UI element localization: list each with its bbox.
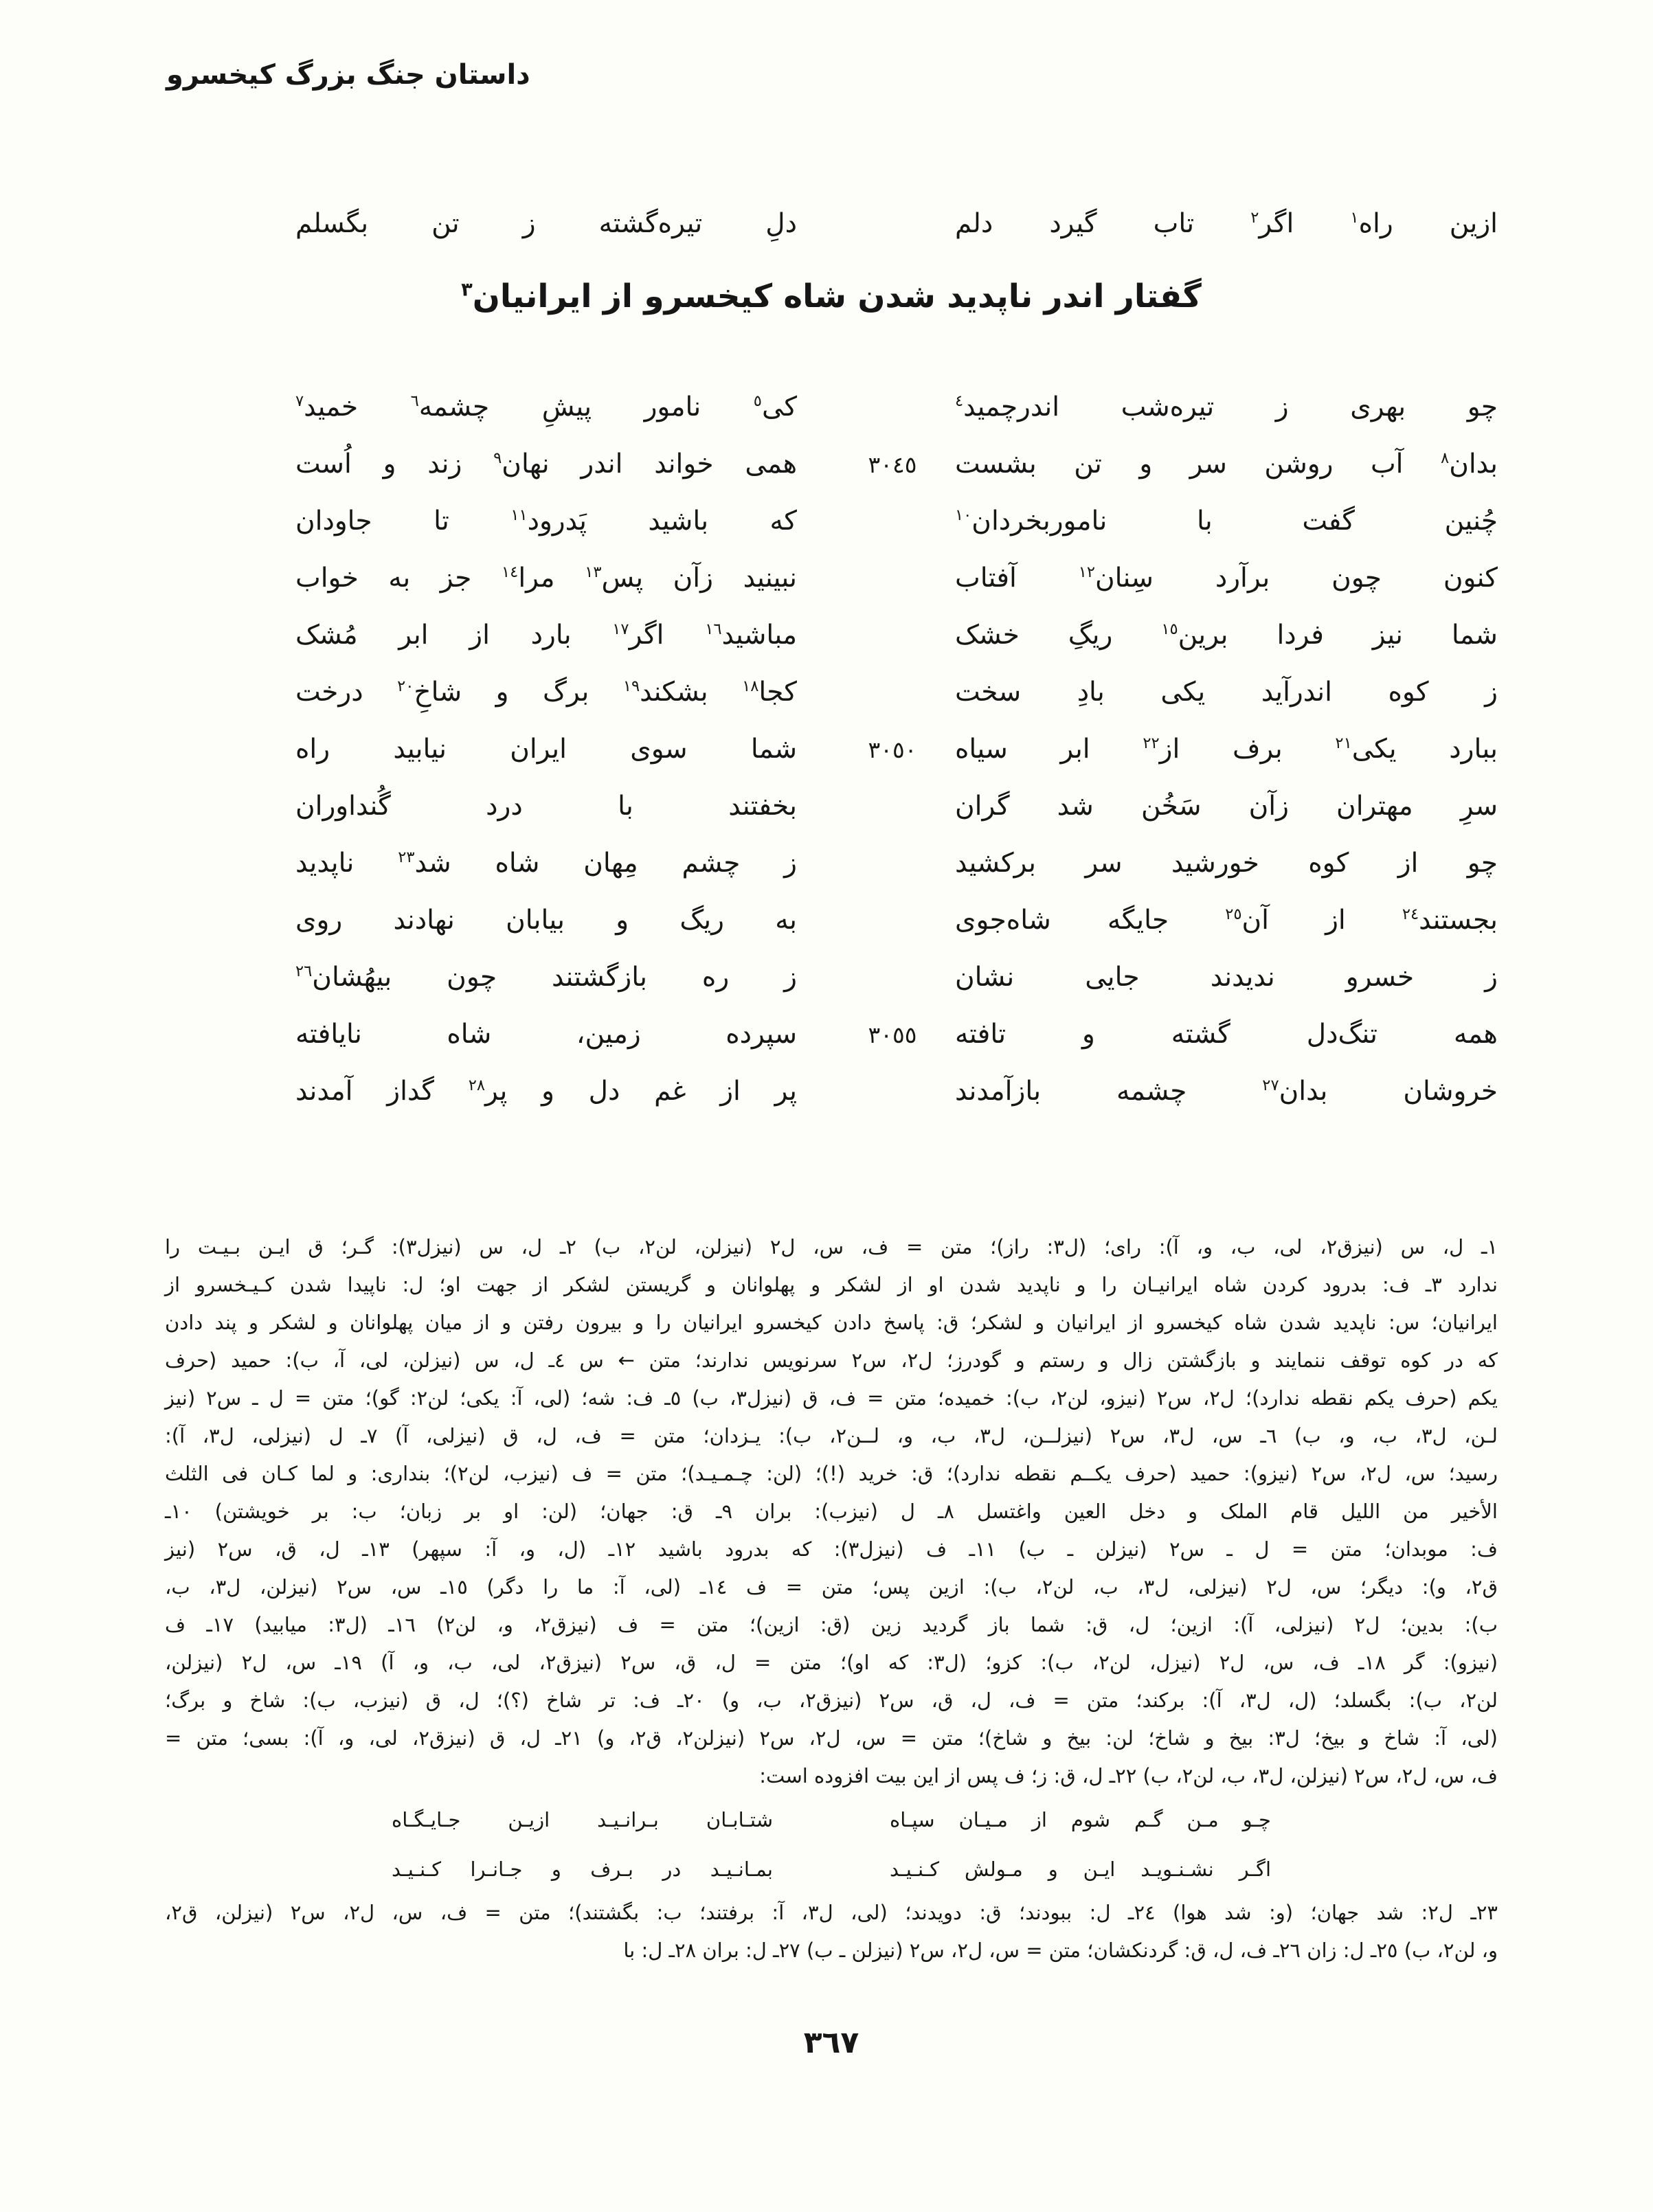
footnotes-apparatus [165,1228,1498,1970]
intro-hemistich-left: دلِ تیره‌گشته ز تن بگسلم [295,207,797,239]
verse-row [165,949,1498,1006]
section-heading: گفتار اندر ناپدید شدن شاه کیخسرو از ایرانیان$^٣$ [461,278,1202,315]
verse-number: ٣٠٥٥ [868,1022,917,1048]
footnote-couplet-hemistich-right: اگـر نشـنـویـد ایـن و مـولش کـنـیـد [890,1858,1271,1881]
footnote-line: ندارد ٣ـ ف: بدرود کردن شاه ایرانیـان را و ناپدید شدن او از لشکر و پهلوانان و گریستن لشکر از جهت او؛ ل: ناپیدا شدن کـیـخسرو از [165,1273,1498,1296]
verse-row [165,436,1498,493]
page-number: ٣٦٧ [803,2025,859,2060]
verse-row [165,721,1498,778]
footnote-line: (نیزو): گر ١٨ـ ف، س، ل٢ (نیزل، لن٢، ب): کزو؛ (ل٣: که او)؛ متن = ل، ق، س٢ (نیزق٢، لی، ب، و، آ) ١٩ـ س، ل٢ (نیزلن، [165,1651,1498,1674]
running-title: داستان جنگ بزرگ کیخسرو [166,59,530,91]
footnote-line: ف: موبدان؛ متن = ل ـ س٢ (نیزلن ـ ب) ١١ـ ف (نیزل٣): که بدرود باشید ١٢ـ (ل، و، آ: سپهر) ١٣ـ ل، ق، س٢ (نیز [165,1537,1498,1561]
verse-row [165,607,1498,664]
hemistich-left: که باشید پَدرود$^{١١}$ تا جاودان [295,506,797,537]
footnote-line: ب): بدین؛ ل٢ (نیزلی، آ): ازین؛ ل، ق: شما باز گردید زین (ق: ازین)؛ متن = ف (نیزق٢، و، لن٢) ١٦ـ (ل٣: میابید) ١٧ـ ف [165,1613,1498,1636]
footnote-line: یکم (حرف یکم نقطه ندارد)؛ ل٢، س٢ (نیزو، لن٢، ب): خمیده؛ متن = ف، ق (نیزل٣، ب) ٥ـ ف: شه؛ (لی، آ: یکی؛ لن٢: گو)؛ متن = ل ـ س٢ (نیز [165,1386,1498,1410]
footnote-couplet-hemistich-left: بمـانـیـد در بـرف و جـانـرا کـنـیـد [392,1858,773,1881]
verse-row [165,664,1498,721]
hemistich-right: بجستند$^{٢٤}$ از آن$^{٢٥}$ جایگه شاه‌جوی [955,905,1498,936]
verse-number: ٣٠٥٠ [868,736,917,763]
footnote-line: لـن، ل٣، ب، و، ب) ٦ـ س، ل٣، س٢ (نیزلــن، ل٣، ب، و، لــن٢، ب): یـزدان؛ متن = ف، ل، ق (نیزلی، آ) ٧ـ ل (نیزلی، ل٣، آ): [165,1424,1498,1447]
hemistich-left: شما سوی ایران نیابید راه [295,734,797,765]
verse-row [165,379,1498,436]
footnote-line: رسید؛ س، ل٢، س٢ (نیزو): حمید (حرف یکــم نقطه ندارد)؛ ق: خرید (!)؛ (لن: چـمـیـد)؛ متن = ف (نیزب، لن٢)؛ بنداری: و لما کـان فی الثلث [165,1462,1498,1485]
hemistich-left: به ریگ و بیابان نهادند روی [295,905,797,936]
hemistich-left: مباشید$^{١٦}$ اگر$^{١٧}$ بارد از ابر مُشک [295,620,797,651]
intro-couplet [165,198,1498,250]
footnote-line: ٢٣ـ ل٢: شد جهان؛ (و: شد هوا) ٢٤ـ ل: ببودند؛ ق: دویدند؛ (لی، ل٣، آ: برفتند؛ ب: بگشتند)؛ متن = ف، س، ل٢، س٢ (نیزلن، ق٢، [165,1901,1498,1924]
hemistich-right: چو بهری ز تیره‌شب اندرچمید$^٤$ [955,392,1498,423]
hemistich-right: سرِ مهتران زآن سَخُن شد گران [955,791,1498,822]
hemistich-right: بدان$^٨$ آب روشن سر و تن بشست [955,449,1498,480]
verse-row [165,1063,1498,1120]
hemistich-left: سپرده زمین، شاه نایافته [295,1019,797,1050]
footnote-couplet-hemistich-left: شتـابـان بـرانـیـد ازیـن جـایـگـاه [392,1808,773,1831]
footnote-line: الأخیر من اللیل قام الملک و دخل العین واغتسل ٨ـ ل (نیزب): بران ٩ـ ق: جهان؛ (لن: او بر زبان؛ ب: بر خویشتن) ١٠ـ [165,1500,1498,1523]
verse-row [165,835,1498,892]
hemistich-left: کجا$^{١٨}$ بشکند$^{١٩}$ برگ و شاخِ$^{٢٠}$ درخت [295,677,797,708]
poem [165,379,1498,1120]
intro-hemistich-right: ازین راه$^١$ اگر$^٢$ تاب گیرد دلم [955,207,1498,239]
footnote-line: و، لن٢، ب) ٢٥ـ ل: زان ٢٦ـ ف، ل، ق: گردنکشان؛ متن = س، ل٢، س٢ (نیزلن ـ ب) ٢٧ـ ل: بران ٢٨ـ ل: با [623,1939,1498,1962]
footnote-line: لن٢، ب): بگسلد؛ (ل، ل٣، آ): برکند؛ متن = ف، ل، ق، س٢ (نیزق٢، ب، و) ٢٠ـ ف: تر شاخ (؟)؛ ل، ق (نیزب، ب): شاخ و برگ؛ [165,1689,1498,1712]
footnote-couplet-hemistich-right: چـو مـن گـم شوم از مـیـان سپـاه [890,1808,1271,1831]
hemistich-right: کنون چون برآرد سِنان$^{١٢}$ آفتاب [955,563,1498,594]
verse-row [165,1006,1498,1063]
hemistich-right: چو از کوه خورشید سر برکشید [955,848,1498,879]
verse-number: ٣٠٤٥ [868,451,917,478]
hemistich-left: ز ره بازگشتند چون بیهُشان$^{٢٦}$ [295,962,797,993]
verse-row [165,778,1498,835]
footnote-line: ق٢، و): دیگر؛ س، ل٢ (نیزلی، ل٣، ب، لن٢، ب): ازین پس؛ متن = ف ١٤ـ (لی، آ: ما را دگر) ١٥ـ س، س٢ (نیزلن، ل٣، ب، [165,1575,1498,1599]
verse-row [165,493,1498,550]
hemistich-right: ز خسرو ندیدند جایی نشان [955,962,1498,993]
footnote-line: که در کوه توقف ننمایند و بازگشتن زال و رستم و گودرز؛ ل٢، س٢ سرنویس ندارند؛ متن ← س ٤ـ ل، س (نیزلن، لی، آ، ب): حمید (حرف [165,1348,1498,1372]
footnote-line: ١ـ ل، س (نیزق٢، لی، ب، و، آ): رای؛ (ل٣: راز)؛ متن = ف، س، ل٢ (نیزلن، لن٢، ب) ٢ـ ل، س (نیزل٣): گـر؛ ق ایـن بـیـت را [165,1235,1498,1259]
hemistich-right: خروشان بدان$^{٢٧}$ چشمه بازآمدند [955,1076,1498,1107]
hemistich-right: ببارد یکی$^{٢١}$ برف از$^{٢٢}$ ابر سیاه [955,734,1498,765]
hemistich-right: ز کوه اندرآید یکی بادِ سخت [955,677,1498,708]
hemistich-left: همی خواند اندر نهان$^٩$ زند و اُست [295,449,798,480]
hemistich-left: ز چشم مِهان شاه شد$^{٢٣}$ ناپدید [295,848,798,879]
verse-row [165,550,1498,607]
footnote-inserted-couplet-line [165,1795,1498,1844]
hemistich-left: بخفتند با درد گُنداوران [295,791,797,822]
hemistich-left: پر از غم دل و پر$^{٢٨}$ گداز آمدند [295,1076,797,1107]
hemistich-left: نبینید زآن پس$^{١٣}$ مرا$^{١٤}$ جز به خواب [295,563,797,594]
hemistich-right: همه تنگ‌دل گشته و تافته [955,1019,1498,1050]
footnote-line: ایرانیان؛ س: ناپدید شدن شاه کیخسرو از ایرانیان و لشکر؛ ق: پاسخ دادن کیخسرو ایرانیان را و بیرون رفتن و از میان پهلوانان و لشکر و پند دادن [165,1311,1498,1334]
hemistich-right: چُنین گفت با ناموربخردان$^{١٠}$ [955,506,1498,537]
hemistich-right: شما نیز فردا برین$^{١٥}$ ریگِ خشک [955,620,1498,651]
verse-row [165,892,1498,949]
hemistich-left: کی$^٥$ نامور پیشِ چشمه$^٦$ خمید$^٧$ [295,392,798,423]
footnote-line: (لی، آ: شاخ و بیخ؛ ل٣: بیخ و شاخ؛ لن: بیخ و شاخ)؛ متن = س، ل٢، س٢ (نیزلن٢، ق٢، و) ٢١ـ ل، ق (نیزق٢، لی، و، آ): بسی؛ متن = [165,1726,1498,1750]
footnote-inserted-couplet-line [165,1844,1498,1894]
footnote-line: ف، س، ل٢، س٢ (نیزلن، ل٣، ب، لن٢، ب) ٢٢ـ ل، ق: ز؛ ف پس از این بیت افزوده است: [759,1764,1498,1787]
